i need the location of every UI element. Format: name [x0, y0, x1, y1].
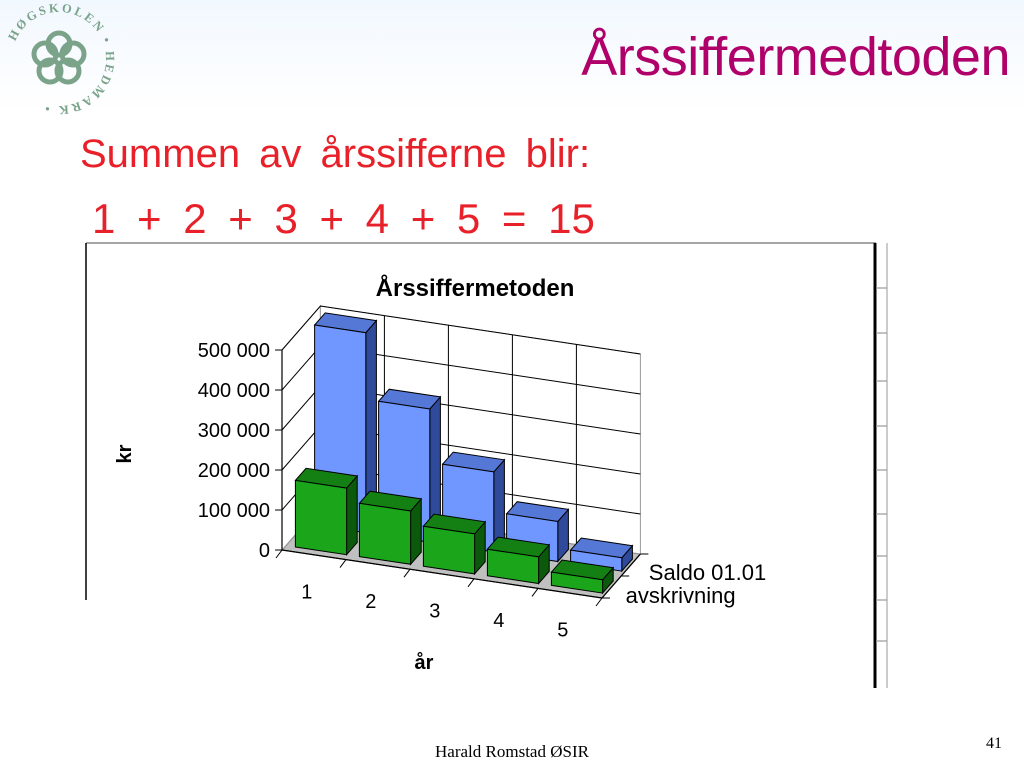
- text-line-sum: Summen av årssifferne blir:: [80, 132, 591, 176]
- series-label-saldo: Saldo 01.01: [648, 560, 767, 585]
- logo-text: HØGSKOLEN • HEDMARK •: [5, 0, 118, 118]
- y-tick-label-5: 500 000: [197, 340, 270, 362]
- series-label-avskrivning: avskrivning: [625, 583, 736, 608]
- footer-author: Harald Romstad ØSIR: [435, 742, 589, 761]
- bar-avskrivning-3: [423, 514, 485, 574]
- y-tick-label-0: 0: [258, 540, 270, 562]
- bar-avskrivning-1: [295, 468, 357, 554]
- x-tick-label-0: 1: [301, 581, 313, 604]
- y-tick-label-4: 400 000: [197, 380, 270, 402]
- bar-front: [423, 526, 474, 574]
- bar-front: [359, 503, 410, 564]
- y-tick-label-3: 300 000: [197, 420, 270, 442]
- bar-avskrivning-4: [487, 537, 549, 583]
- x-tick-label-3: 4: [493, 610, 505, 633]
- page-title: Årssiffermedtoden: [581, 27, 1010, 87]
- x-tick-label-1: 2: [365, 590, 377, 613]
- y-tick-label-2: 200 000: [197, 460, 270, 482]
- y-axis-label: kr: [114, 444, 136, 464]
- bar-front: [295, 480, 346, 554]
- x-tick-label-2: 3: [429, 600, 441, 623]
- y-tick-label-1: 100 000: [197, 500, 270, 522]
- x-axis-label: år: [414, 652, 434, 674]
- page-number: 41: [986, 735, 1002, 752]
- x-tick-label-4: 5: [557, 619, 569, 642]
- bar-avskrivning-2: [359, 491, 421, 564]
- chart-title: Årssiffermetoden: [375, 275, 575, 302]
- text-line-equation: 1 + 2 + 3 + 4 + 5 = 15: [92, 195, 595, 242]
- bar-side: [347, 476, 358, 555]
- side-strip-ticks: [876, 288, 887, 641]
